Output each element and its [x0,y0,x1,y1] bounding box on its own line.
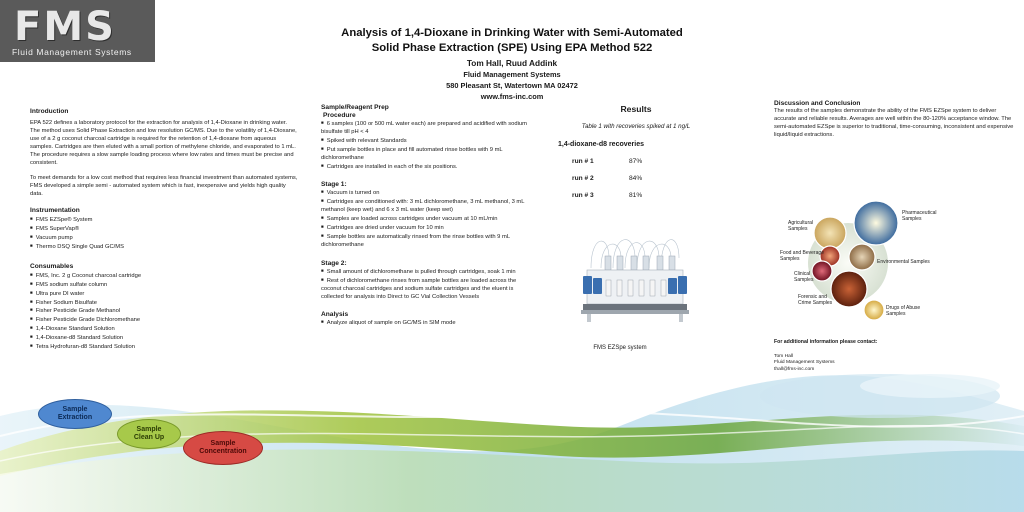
list-item: ■ FMS sodium sulfate column [30,281,298,290]
ezspe-caption: FMS EZSpe system [593,345,647,351]
list-item: ■ Cartridges are installed in each of the six positions. [321,163,531,172]
poster-title-line2: Solid Phase Extraction (SPE) Using EPA Method 522 [371,42,653,54]
stage2-list [321,268,531,302]
list-item: ■ Cartridges are conditioned with: 3 mL dichloromethane, 3 mL methanol, 3 mL methanol (keep wet) and 6 x 3 mL water (keep wet) [321,198,531,215]
instrumentation-list [30,216,298,252]
introduction-para1: EPA 522 defines a laboratory protocol for the extraction for analysis of 1,4-Dioxane in drinking water. The method uses Solid Phase Extraction and low resolution GC/MS. Due to the volatility of 1,4-Dioxane, use of a 2 g coconut charcoal cartridge is required for the retention of 1,4-dioxane from aqueous samples. Cartridges are then eluted with a small portion of methylene chloride, and evaporated to 1 mL. The procedure requires a slow sample loading process where low rates and times must be precise and consistent. [30,120,297,166]
run-label: run # 1 [572,158,594,165]
list-item: ■ Samples are loaded across cartridges under vacuum at 10 mL/min [321,215,531,224]
analysis-list [321,319,531,328]
column-discussion [774,100,1014,148]
stage2-heading: Stage 2: [321,259,347,267]
run-value: 87% [629,158,643,165]
list-item: ■ Vacuum pump [30,234,298,243]
introduction-para2: To meet demands for a low cost method that requires less financial investment than automated systems, FMS developed a simple semi - automated system which is fast, inexpensive and yields high quality data. [30,175,298,198]
column-procedure [321,104,531,336]
contact-email: thall@fms-inc.com [774,366,815,372]
consumables-heading: Consumables [30,262,74,270]
process-concentration-bubble [183,431,263,465]
results-heading: Results [620,104,652,114]
run-label: run # 3 [572,192,594,199]
label-food-beverage: Food and Beverage Samples [780,250,824,262]
list-item: ■ Spiked with relevant Standards [321,137,531,146]
poster-header [300,26,724,102]
list-item: ■ FMS SuperVap® [30,225,298,234]
contact-company: Fluid Management Systems [774,360,835,366]
procedure-heading: Procedure [323,112,356,119]
process-cleanup-bubble [117,419,181,449]
list-item: ■ 6 samples (100 or 500 mL water each) are prepared and acidified with sodium bisulfate till pH < 4 [321,120,531,137]
list-item: ■ FMS EZSpe® System [30,216,298,225]
consumables-list [30,272,298,352]
process-concentration-label: Sample Concentration [199,439,247,455]
list-item: ■ FMS, Inc. 2 g Coconut charcoal cartridge [30,272,298,281]
discussion-text: The results of the samples demonstrate the ability of the FMS EZSpe system to deliver accurate and reliable results. Averages are well within the 80-120% acceptance window. The semi-automated EZSpe is superior to traditional, time-consuming, inconsistent and expensive liquid/liquid extractions. [774,108,1014,138]
introduction-heading: Introduction [30,108,69,115]
list-item: ■ Ultra pure DI water [30,290,298,299]
sample-prep-heading: Sample/Reagent Prep [321,104,389,111]
table-row [556,175,716,182]
label-forensic: Forensic and Crime Samples [798,294,833,306]
discussion-heading: Discussion and Conclusion [774,100,861,107]
authors: Tom Hall, Ruud Addink [466,58,558,68]
list-item: ■ Thermo DSQ Single Quad GC/MS [30,243,298,252]
label-drugs-of-abuse: Drugs of Abuse Samples [886,305,921,317]
contact-heading: For additional information please contact: [774,339,878,345]
poster-title-line1: Analysis of 1,4-Dioxane in Drinking Water with Semi-Automated [341,27,683,39]
label-environmental: Environmental Samples [877,259,930,265]
list-item: ■ Analyze aliquot of sample on GC/MS in SIM mode [321,319,531,328]
list-item: ■ 1,4-Dioxane-d8 Standard Solution [30,334,298,343]
list-item: ■ Fisher Pesticide Grade Methanol [30,307,298,316]
list-item: ■ Cartridges are dried under vacuum for 10 min [321,224,531,233]
list-item: ■ Vacuum is turned on [321,189,531,198]
logo-subtitle: Fluid Management Systems [12,47,132,57]
website: www.fms-inc.com [480,92,544,101]
fms-logo [0,0,155,62]
stage1-list [321,189,531,249]
list-item: ■ Fisher Sodium Bisulfate [30,299,298,308]
organization: Fluid Management Systems [463,70,561,79]
stage1-heading: Stage 1: [321,181,347,189]
list-item: ■ 1,4-Dioxane Standard Solution [30,325,298,334]
recoveries-heading: 1,4-dioxane-d8 recoveries [558,141,644,148]
column-introduction [30,108,298,360]
address: 580 Pleasant St, Watertown MA 02472 [446,81,578,90]
sample-prep-list [321,120,531,171]
table-row [556,158,716,165]
run-label: run # 2 [572,175,594,182]
label-pharmaceutical: Pharmaceutical Samples [902,210,937,222]
results-caption: Table 1 with recoveries spiked at 1 ng/L [581,123,691,130]
logo-letters: FMS [14,4,116,50]
list-item: ■ Small amount of dichloromethane is pulled through cartridges, soak 1 min [321,268,531,277]
contact-name: Tom Hall [774,354,794,359]
label-agricultural: Agricultural Samples [788,220,814,232]
sample-types-diagram [778,195,943,331]
run-value: 84% [629,175,643,182]
list-item: ■ Rest of dichloromethane rinses from sample bottles are loaded across the coconut charcoal cartridges and sodium sulfate cartridges and the eluent is collected for analysis into Direct to GC Vial Collection Vessels [321,277,531,302]
instrumentation-heading: Instrumentation [30,207,80,215]
table-row [556,192,716,199]
label-clinical: Clinical Samples [794,271,814,283]
list-item: ■ Put sample bottles in place and fill automated rinse bottles with 9 mL dichloromethane [321,146,531,163]
run-value: 81% [629,192,643,199]
analysis-heading: Analysis [321,311,349,319]
list-item: ■ Fisher Pesticide Grade Dichloromethane [30,316,298,325]
column-results [556,104,716,209]
process-extraction-bubble [38,399,112,429]
list-item: ■ Tetra Hydrofuran-d8 Standard Solution [30,343,298,352]
process-cleanup-label: Sample Clean Up [133,425,165,441]
process-extraction-label: Sample Extraction [57,405,93,421]
list-item: ■ Sample bottles are automatically rinsed from the rinse bottles with 9 mL dichloromethane [321,233,531,250]
ezspe-system-image [579,228,691,326]
